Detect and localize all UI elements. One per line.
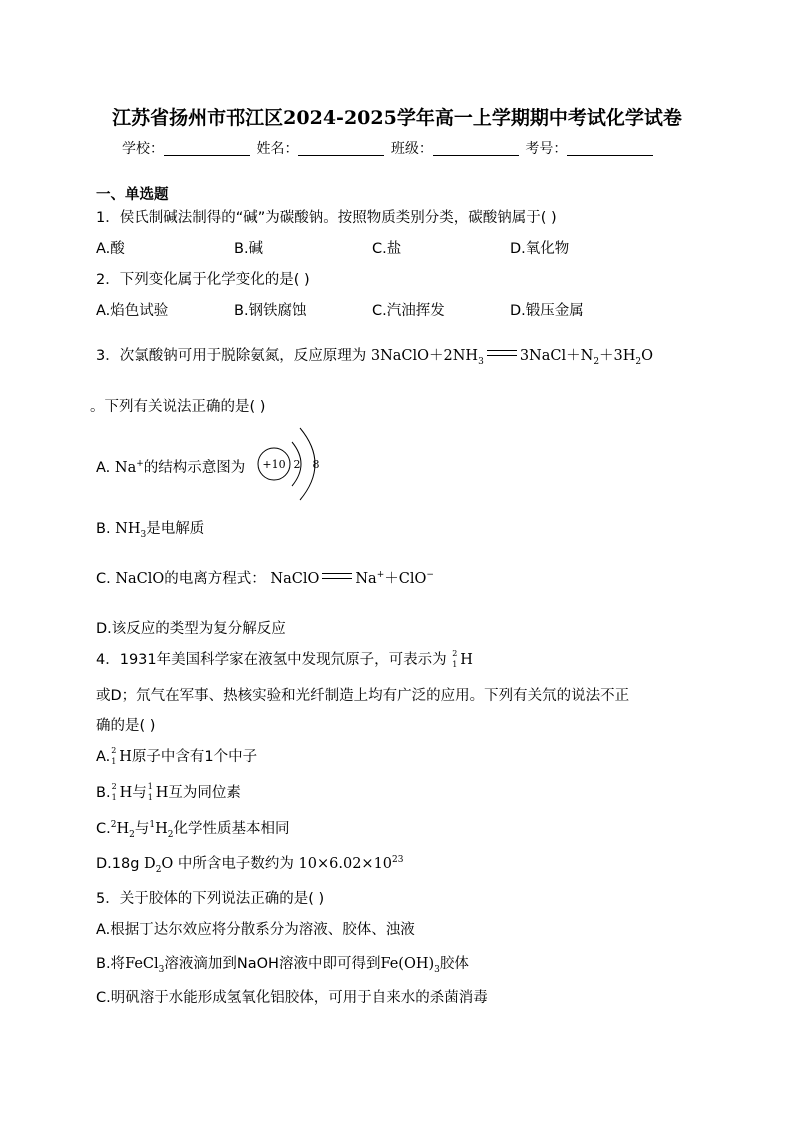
q5-option-b [96, 952, 469, 975]
option-letter: D.18g [96, 856, 140, 872]
option-letter: B. [96, 785, 111, 801]
eq-left: NaClO [270, 571, 320, 587]
mass-number: 2 [110, 820, 117, 831]
class-blank[interactable] [433, 141, 519, 156]
mass-number: 2 [111, 746, 117, 755]
number-label: 考号： [525, 141, 568, 157]
option-letter: C. [96, 821, 111, 837]
school-blank[interactable] [164, 141, 250, 156]
q4-option-d [96, 852, 403, 875]
q4-option-b [96, 781, 241, 802]
number-blank[interactable] [567, 141, 653, 156]
molecule-formula [149, 820, 174, 840]
mass-number: 1 [147, 782, 153, 791]
fecl3-formula [125, 956, 165, 975]
shell-2-electrons: 8 [312, 458, 320, 471]
q1-option-d: D.氧化物 [510, 241, 570, 257]
student-info-row [122, 138, 655, 158]
q3-stem [96, 344, 653, 367]
class-label: 班级： [390, 141, 433, 157]
q2-option-c: C.汽油挥发 [372, 303, 445, 319]
value: 10×6.02×10 [298, 856, 393, 872]
eq-product2-o: O [641, 348, 654, 364]
mass-number: 1 [149, 820, 156, 831]
option-letter: C. [96, 571, 111, 587]
eq-reactants: 3NaClO＋2NH [370, 348, 479, 364]
eq-charge: − [426, 570, 434, 581]
na-ion [115, 460, 144, 476]
element-symbol: H [460, 652, 473, 668]
q2-stem: 2．下列变化属于化学变化的是( ) [96, 272, 310, 288]
option-text: 的电离方程式： [164, 571, 266, 587]
q4-stem-line3: 确的是( ) [96, 718, 156, 734]
shell-1-electrons: 2 [293, 458, 301, 471]
atomic-number: 1 [147, 793, 153, 802]
school-label: 学校： [122, 141, 164, 157]
q5-option-a: A.根据丁达尔效应将分散系分为溶液、胶体、浊液 [96, 922, 415, 938]
stem-text: 4．1931年美国科学家在液氢中发现氘原子，可表示为 [96, 652, 447, 668]
option-text: 化学性质基本相同 [173, 821, 290, 837]
q4-stem-line2: 或D；氘气在军事、热核实验和光纤制造上均有广泛的应用。下列有关氘的说法不正 [96, 688, 630, 704]
eq-product1: 3NaCl＋N [519, 348, 594, 364]
eq-charge: + [376, 570, 385, 581]
atomic-number: 1 [111, 757, 117, 766]
feoh3-formula [380, 956, 440, 975]
q5-stem: 5．关于胶体的下列说法正确的是( ) [96, 891, 325, 907]
formula-sub: 2 [129, 829, 135, 840]
mass-number: 2 [452, 649, 458, 658]
option-letter: B. [96, 521, 111, 537]
element-symbol: H [155, 785, 169, 801]
q3-equation [370, 348, 654, 367]
element-symbol: H [119, 749, 132, 765]
option-text: 互为同位素 [168, 785, 241, 801]
formula: NH [115, 521, 141, 537]
exam-title: 江苏省扬州市邗江区2024-2025学年高一上学期期中考试化学试卷 [112, 107, 682, 129]
option-text: 是电解质 [146, 521, 205, 537]
eq-cation: Na [355, 571, 377, 587]
q4-option-c [96, 817, 289, 840]
eq-sub: 2 [593, 356, 600, 367]
q1-stem: 1．侯氏制碱法制得的“碱”为碳酸钠。按照物质类别分类，碳酸钠属于( ) [96, 210, 557, 226]
section-heading: 一、单选题 [96, 187, 169, 203]
q4-stem-line1 [96, 648, 473, 669]
formula: FeCl [125, 956, 159, 972]
element-symbol: H [119, 785, 133, 801]
name-label: 姓名： [256, 141, 299, 157]
nh3-formula [115, 521, 147, 540]
q3-option-b [96, 517, 204, 540]
ion-charge: + [136, 459, 144, 470]
isotope-notation [147, 782, 156, 802]
exponent: 23 [392, 855, 404, 866]
q1-option-b: B.碱 [234, 241, 264, 257]
electron-count [299, 856, 404, 872]
connector-text: 与 [134, 821, 150, 837]
q1-option-c: C.盐 [372, 241, 402, 257]
isotope-notation [110, 746, 119, 766]
option-text: 溶液滴加到NaOH溶液中即可得到 [164, 956, 381, 972]
ion-symbol: Na [114, 460, 137, 476]
q1-option-a: A.酸 [96, 241, 125, 257]
formula-sub: 3 [140, 529, 147, 540]
q3-option-c [96, 567, 434, 588]
option-text: 的结构示意图为 [143, 460, 246, 476]
q3-option-a [96, 456, 245, 477]
atomic-number: 1 [452, 660, 458, 669]
option-text: 中所含电子数约为 [177, 856, 294, 872]
formula-sub: 3 [434, 964, 440, 975]
q2-option-a: A.焰色试验 [96, 303, 169, 319]
option-text: 原子中含有1个中子 [131, 749, 258, 765]
formula: O [161, 856, 174, 872]
eq-anion: ＋ClO [384, 571, 427, 587]
q5-option-c: C.明矾溶于水能形成氢氧化铝胶体，可用于自来水的杀菌消毒 [96, 990, 488, 1006]
nucleus-charge: +10 [262, 458, 286, 471]
molecule-formula [110, 820, 135, 840]
isotope-notation [111, 782, 120, 802]
formula: D [144, 856, 156, 872]
q3-stem-tail: 。下列有关说法正确的是( ) [90, 399, 266, 415]
eq-double-line [322, 573, 352, 579]
q4-option-a [96, 745, 257, 766]
q2-option-b: B.钢铁腐蚀 [234, 303, 307, 319]
atomic-number: 1 [111, 793, 117, 802]
q3-option-d: D.该反应的类型为复分解反应 [96, 621, 286, 637]
atomic-structure-diagram [252, 420, 332, 510]
eq-sub: 2 [635, 356, 642, 367]
eq-sub: 3 [478, 356, 484, 367]
formula-sub: 3 [158, 964, 165, 975]
mass-number: 2 [111, 782, 117, 791]
option-letter: A. [96, 460, 111, 476]
q2-option-d: D.锻压金属 [510, 303, 584, 319]
naclo-formula: NaClO [115, 571, 165, 587]
connector-text: 与 [132, 785, 147, 801]
isotope-notation [451, 649, 460, 669]
element-symbol: H [116, 821, 130, 837]
option-letter: A. [96, 749, 111, 765]
element-symbol: H [155, 821, 168, 837]
formula: Fe(OH) [380, 956, 435, 972]
option-text: 胶体 [439, 956, 469, 972]
formula-sub: 2 [167, 829, 174, 840]
eq-product2: ＋3H [599, 348, 636, 364]
ionization-equation [270, 571, 434, 587]
eq-double-line [487, 350, 517, 356]
formula-sub: 2 [155, 864, 162, 875]
option-letter: B.将 [96, 956, 126, 972]
q3-stem-text: 3．次氯酸钠可用于脱除氨氮，反应原理为 [96, 348, 367, 364]
d2o-formula [144, 856, 174, 875]
name-blank[interactable] [298, 141, 384, 156]
